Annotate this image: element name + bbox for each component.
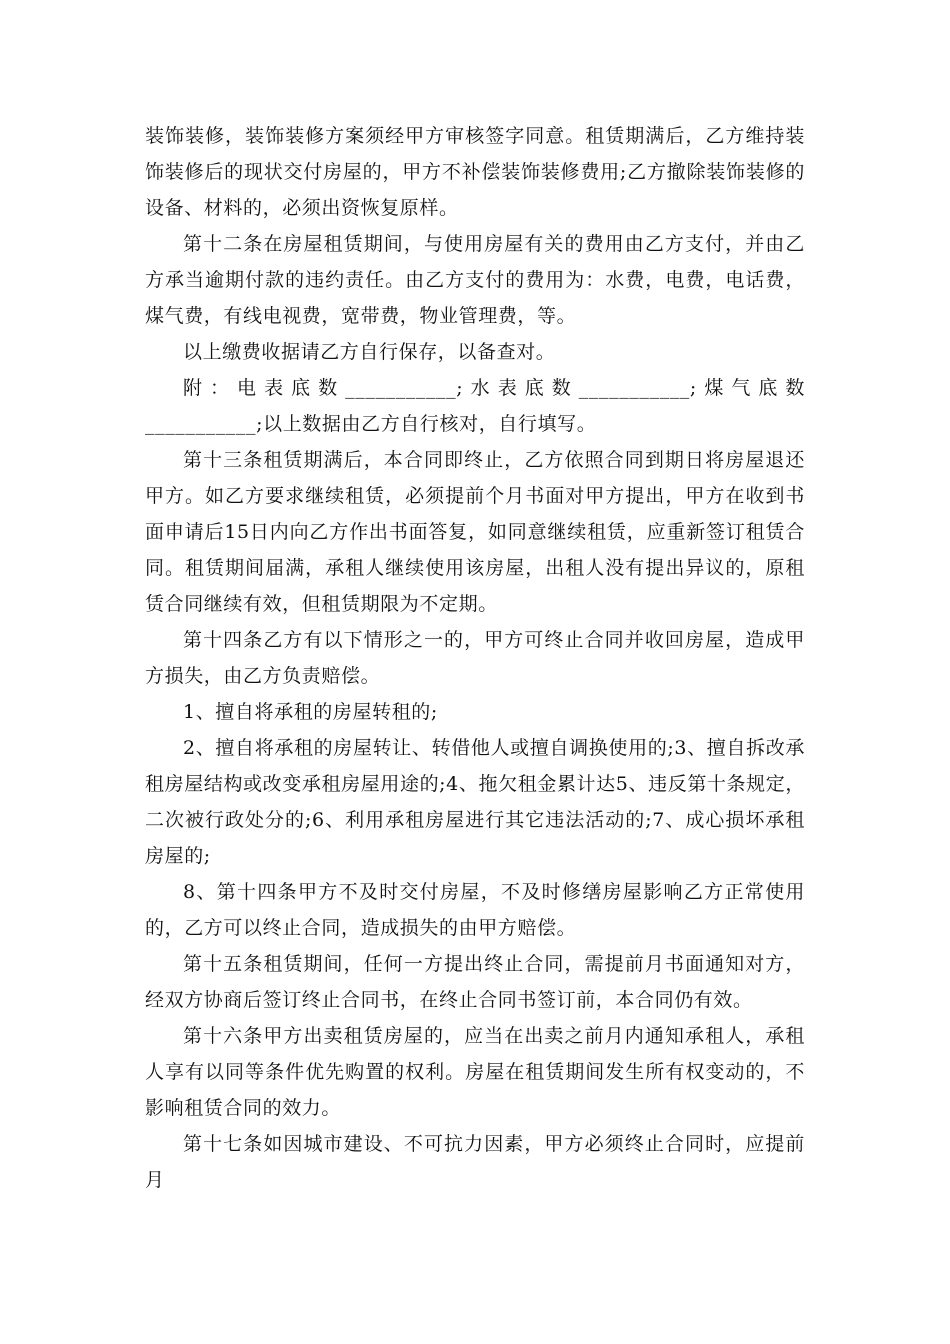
paragraph: 第十五条租赁期间，任何一方提出终止合同，需提前月书面通知对方，经双方协商后签订终止合同书，在终止合同书签订前，本合同仍有效。 (145, 953, 805, 1011)
paragraph: 装饰装修，装饰装修方案须经甲方审核签字同意。租赁期满后，乙方维持装饰装修后的现状交付房屋的，甲方不补偿装饰装修费用;乙方撤除装饰装修的设备、材料的，必须出资恢复原样。 (145, 125, 805, 219)
document-body (145, 118, 805, 1198)
paragraph: 第十四条乙方有以下情形之一的，甲方可终止合同并收回房屋，造成甲方损失，由乙方负责赔偿。 (145, 629, 805, 687)
paragraph: 第十六条甲方出卖租赁房屋的，应当在出卖之前月内通知承租人，承租人享有以同等条件优先购置的权利。房屋在租赁期间发生所有权变动的，不影响租赁合同的效力。 (145, 1025, 805, 1119)
paragraph: 8、第十四条甲方不及时交付房屋，不及时修缮房屋影响乙方正常使用的，乙方可以终止合同，造成损失的由甲方赔偿。 (145, 881, 805, 939)
paragraph: 附：电表底数___________;水表底数___________;煤气底数___________;以上数据由乙方自行核对，自行填写。 (145, 377, 805, 435)
paragraph: 1、擅自将承租的房屋转租的; (183, 701, 438, 723)
paragraph: 以上缴费收据请乙方自行保存，以备查对。 (183, 341, 556, 363)
paragraph: 第十七条如因城市建设、不可抗力因素，甲方必须终止合同时，应提前月 (145, 1133, 805, 1191)
paragraph: 第十二条在房屋租赁期间，与使用房屋有关的费用由乙方支付，并由乙方承当逾期付款的违约责任。由乙方支付的费用为：水费，电费，电话费，煤气费，有线电视费，宽带费，物业管理费，等。 (145, 233, 805, 327)
paragraph: 第十三条租赁期满后，本合同即终止，乙方依照合同到期日将房屋退还甲方。如乙方要求继续租赁，必须提前个月书面对甲方提出，甲方在收到书面申请后15日内向乙方作出书面答复，如同意继续租赁，应重新签订租赁合同。租赁期间届满，承租人继续使用该房屋，出租人没有提出异议的，原租赁合同继续有效，但租赁期限为不定期。 (145, 449, 805, 615)
paragraph: 2、擅自将承租的房屋转让、转借他人或擅自调换使用的;3、擅自拆改承租房屋结构或改变承租房屋用途的;4、拖欠租金累计达5、违反第十条规定，二次被行政处分的;6、利用承租房屋进行其它违法活动的;7、成心损坏承租房屋的; (145, 737, 805, 867)
